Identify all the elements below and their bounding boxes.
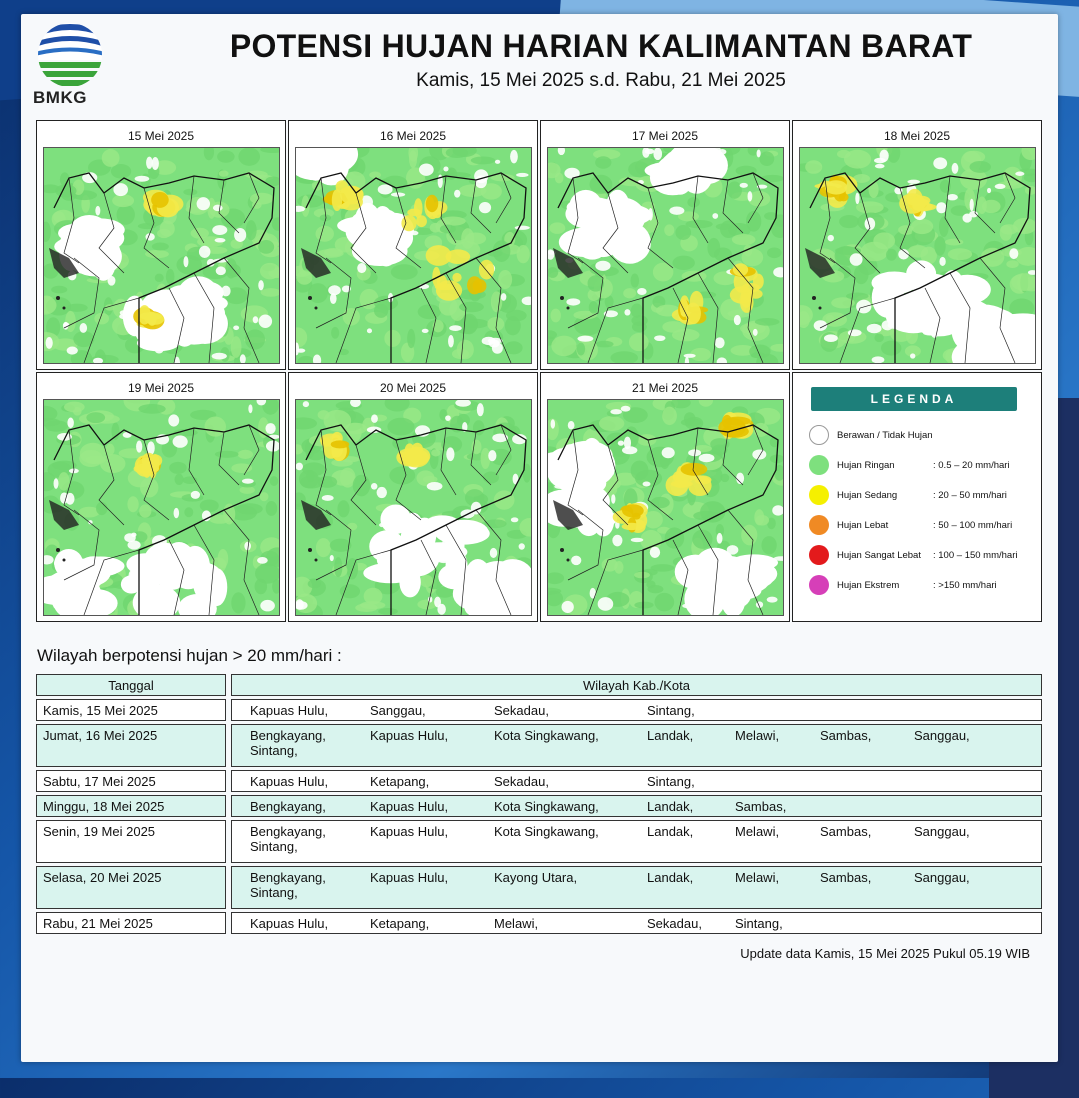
region-name: Landak,: [647, 870, 694, 885]
map-date: 15 Mei 2025: [127, 129, 195, 143]
region-name: Sintang,: [735, 916, 783, 931]
region-name: Sekadau,: [647, 916, 702, 931]
legend-swatch: [809, 485, 829, 505]
region-name: Sanggau,: [914, 870, 970, 885]
row-date: Selasa, 20 Mei 2025: [36, 866, 226, 909]
region-name: Kapuas Hulu,: [250, 916, 329, 931]
legend-swatch: [809, 575, 829, 595]
legend-range: : 0.5 – 20 mm/hari: [933, 460, 1010, 471]
region-name: Bengkayang,: [250, 824, 326, 839]
region-name: Kayong Utara,: [494, 870, 578, 885]
legend-swatch: [809, 545, 829, 565]
legend-label: Hujan Ringan: [837, 460, 895, 471]
legend-swatch: [809, 515, 829, 535]
region-name: Kapuas Hulu,: [370, 799, 449, 814]
row-regions: [231, 866, 1042, 909]
rain-map: [547, 399, 784, 616]
region-name: Ketapang,: [370, 916, 430, 931]
logo-text: BMKG: [33, 88, 87, 107]
map-panel: [36, 120, 286, 370]
legend-label: Hujan Sangat Lebat: [837, 550, 921, 561]
row-regions: [231, 820, 1042, 863]
page-subtitle: Kamis, 15 Mei 2025 s.d. Rabu, 21 Mei 2025: [416, 70, 786, 91]
rain-map-graphic: [548, 148, 783, 363]
legend-label: Berawan / Tidak Hujan: [837, 430, 933, 441]
region-name: Sambas,: [735, 799, 787, 814]
map-date: 18 Mei 2025: [883, 129, 951, 143]
legend-label: Hujan Sedang: [837, 490, 898, 501]
legend-range: : 20 – 50 mm/hari: [933, 490, 1007, 501]
region-name: Sambas,: [820, 728, 872, 743]
legend-swatch: [809, 425, 829, 445]
legend-item: [809, 575, 1039, 597]
row-date: Minggu, 18 Mei 2025: [36, 795, 226, 817]
legend-label: Hujan Ekstrem: [837, 580, 900, 591]
map-panel: [792, 120, 1042, 370]
map-date: 16 Mei 2025: [379, 129, 447, 143]
legend-range: : 100 – 150 mm/hari: [933, 550, 1018, 561]
map-date: 20 Mei 2025: [379, 381, 447, 395]
legend-item: [809, 515, 1039, 537]
map-panel: [540, 120, 790, 370]
region-name: Sekadau,: [494, 774, 549, 789]
region-name: Landak,: [647, 728, 694, 743]
map-date: 21 Mei 2025: [631, 381, 699, 395]
infographic-sheet: [21, 14, 1058, 1062]
region-name: Kota Singkawang,: [494, 799, 599, 814]
region-name: Sanggau,: [914, 824, 970, 839]
region-name: Kota Singkawang,: [494, 728, 599, 743]
region-name: Sambas,: [820, 870, 872, 885]
region-name: Landak,: [647, 799, 694, 814]
rain-map-graphic: [548, 400, 783, 615]
rain-map: [295, 399, 532, 616]
legend-range: : 50 – 100 mm/hari: [933, 520, 1013, 531]
page-title: POTENSI HUJAN HARIAN KALIMANTAN BARAT: [229, 28, 973, 64]
rain-map: [43, 399, 280, 616]
region-name: Sanggau,: [914, 728, 970, 743]
region-name: Kapuas Hulu,: [370, 824, 449, 839]
legend-panel: [792, 372, 1042, 622]
rain-map-graphic: [44, 148, 279, 363]
region-name: Sintang,: [250, 743, 298, 758]
row-date: Kamis, 15 Mei 2025: [36, 699, 226, 721]
legend-label: Hujan Lebat: [837, 520, 889, 531]
header-date: Tanggal: [36, 674, 226, 696]
region-name: Kapuas Hulu,: [370, 728, 449, 743]
rain-map: [547, 147, 784, 364]
legend-item: [809, 545, 1039, 567]
row-date: Rabu, 21 Mei 2025: [36, 912, 226, 934]
rain-map-graphic: [800, 148, 1035, 363]
row-regions: [231, 795, 1042, 817]
rain-map: [295, 147, 532, 364]
bmkg-logo-icon: [29, 20, 111, 90]
region-name: Sekadau,: [494, 703, 549, 718]
legend-range: : >150 mm/hari: [933, 580, 997, 591]
region-name: Bengkayang,: [250, 870, 326, 885]
region-name: Melawi,: [735, 824, 780, 839]
row-regions: [231, 724, 1042, 767]
map-date: 17 Mei 2025: [631, 129, 699, 143]
rain-map-graphic: [44, 400, 279, 615]
rain-map: [43, 147, 280, 364]
region-name: Sintang,: [647, 774, 695, 789]
row-regions: [231, 699, 1042, 721]
legend-title: LEGENDA: [811, 387, 1017, 411]
rain-map-graphic: [296, 400, 531, 615]
legend-item: [809, 455, 1039, 477]
region-name: Ketapang,: [370, 774, 430, 789]
region-name: Sanggau,: [370, 703, 426, 718]
map-panel: [36, 372, 286, 622]
region-name: Sintang,: [250, 839, 298, 854]
map-panel: [288, 372, 538, 622]
region-name: Kapuas Hulu,: [370, 870, 449, 885]
region-name: Melawi,: [735, 728, 780, 743]
legend-item: [809, 425, 1039, 447]
row-regions: [231, 912, 1042, 934]
legend-item: [809, 485, 1039, 507]
region-name: Sintang,: [647, 703, 695, 718]
rain-map-graphic: [296, 148, 531, 363]
region-name: Melawi,: [494, 916, 539, 931]
table-caption: Wilayah berpotensi hujan > 20 mm/hari :: [37, 646, 342, 665]
map-grid: [36, 120, 1044, 624]
row-date: Jumat, 16 Mei 2025: [36, 724, 226, 767]
header-region: Wilayah Kab./Kota: [231, 674, 1042, 696]
map-panel: [540, 372, 790, 622]
region-name: Kapuas Hulu,: [250, 703, 329, 718]
region-name: Bengkayang,: [250, 799, 326, 814]
rain-map: [799, 147, 1036, 364]
row-date: Sabtu, 17 Mei 2025: [36, 770, 226, 792]
map-panel: [288, 120, 538, 370]
region-name: Melawi,: [735, 870, 780, 885]
legend-swatch: [809, 455, 829, 475]
region-name: Kapuas Hulu,: [250, 774, 329, 789]
region-name: Sintang,: [250, 885, 298, 900]
region-name: Landak,: [647, 824, 694, 839]
row-date: Senin, 19 Mei 2025: [36, 820, 226, 863]
region-name: Sambas,: [820, 824, 872, 839]
row-regions: [231, 770, 1042, 792]
update-note: Update data Kamis, 15 Mei 2025 Pukul 05.19 WIB: [740, 946, 1030, 961]
region-name: Kota Singkawang,: [494, 824, 599, 839]
map-date: 19 Mei 2025: [127, 381, 195, 395]
region-name: Bengkayang,: [250, 728, 326, 743]
